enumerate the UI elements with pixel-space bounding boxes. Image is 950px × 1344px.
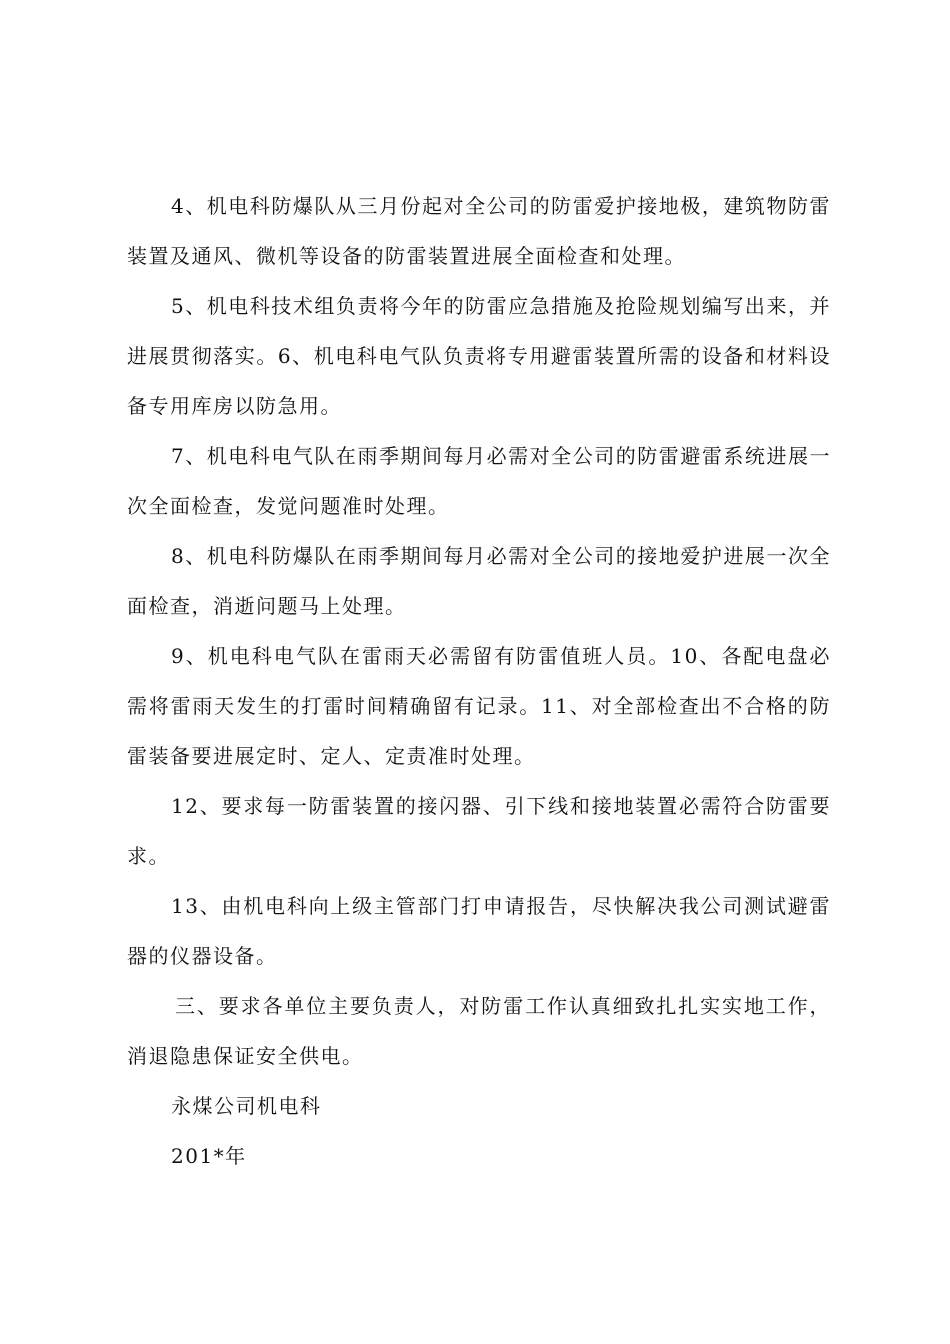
paragraph-section-3: 三、要求各单位主要负责人，对防雷工作认真细致扎扎实实地工作，消退隐患保证安全供电。 <box>127 994 831 1068</box>
paragraph-item-5-6: 5、机电科技术组负责将今年的防雷应急措施及抢险规划编写出来，并进展贯彻落实。6、机电科电气队负责将专用避雷装置所需的设备和材料设备专用库房以防急用。 <box>127 294 831 418</box>
paragraph-item-7: 7、机电科电气队在雨季期间每月必需对全公司的防雷避雷系统进展一次全面检查，发觉问题准时处理。 <box>127 444 831 518</box>
date-line: 201*年 <box>171 1144 247 1168</box>
paragraph-item-8: 8、机电科防爆队在雨季期间每月必需对全公司的接地爱护进展一次全面检查，消逝问题马上处理。 <box>127 544 831 618</box>
paragraph-item-9-10-11: 9、机电科电气队在雷雨天必需留有防雷值班人员。10、各配电盘必需将雷雨天发生的打雷时间精确留有记录。11、对全部检查出不合格的防雷装备要进展定时、定人、定责准时处理。 <box>127 644 831 768</box>
signature-line: 永煤公司机电科 <box>171 1094 322 1118</box>
paragraph-item-12: 12、要求每一防雷装置的接闪器、引下线和接地装置必需符合防雷要求。 <box>127 794 831 868</box>
paragraph-item-13: 13、由机电科向上级主管部门打申请报告，尽快解决我公司测试避雷器的仪器设备。 <box>127 894 831 968</box>
paragraph-item-4: 4、机电科防爆队从三月份起对全公司的防雷爱护接地极，建筑物防雷装置及通风、微机等设备的防雷装置进展全面检查和处理。 <box>127 194 831 268</box>
